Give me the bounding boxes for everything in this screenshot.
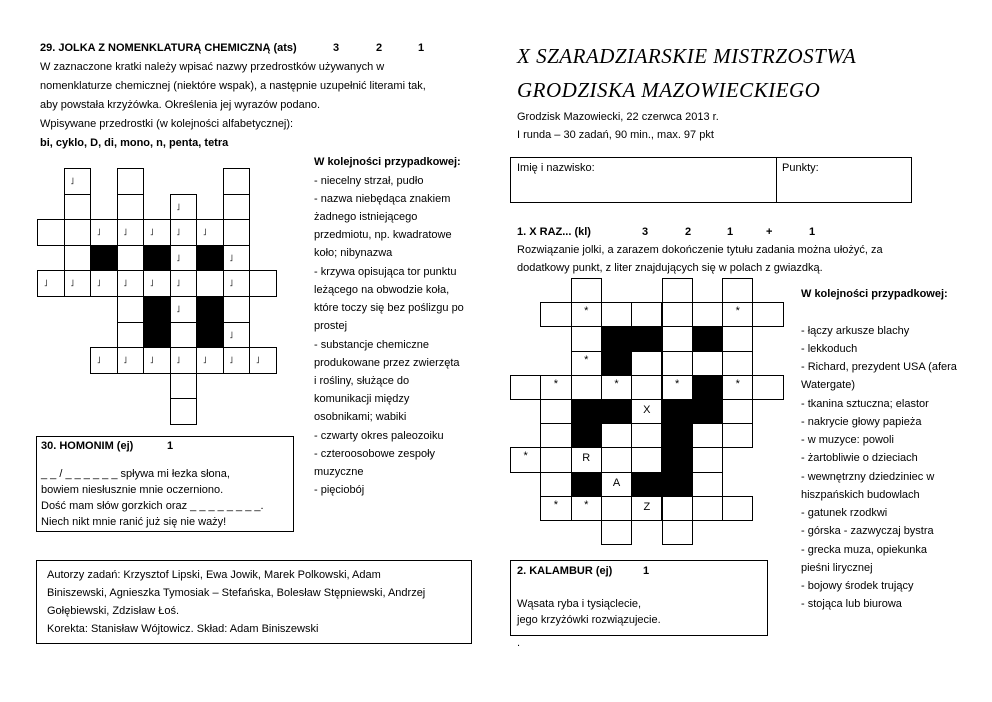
clue-line: - wewnętrzny dziedziniec w [801, 471, 935, 483]
clue-line: - substancje chemiczne [314, 339, 429, 351]
grid-cell-star[interactable] [662, 375, 693, 400]
grid-cell-black [196, 296, 224, 323]
grid-cell[interactable] [170, 219, 198, 246]
clue-line: które toczy się bez poślizgu po [314, 302, 464, 314]
corner-mark: ˩ [150, 227, 154, 238]
round-info: I runda – 30 zadań, 90 min., max. 97 pkt [517, 129, 714, 141]
grid-cell[interactable] [37, 270, 65, 297]
star-mark: * [523, 450, 528, 463]
grid-cell[interactable] [631, 399, 662, 424]
clue-line: - krzywa opisująca tor punktu [314, 266, 457, 278]
grid-cell[interactable] [117, 219, 145, 246]
star-mark: * [584, 353, 589, 366]
puzzle2-line: Wąsata ryba i tysiąclecie, [517, 598, 642, 610]
corner-mark: ˩ [70, 278, 74, 289]
grid-cell-star[interactable] [571, 496, 602, 521]
puzzle30-points: 1 [167, 440, 174, 452]
grid-cell[interactable] [662, 351, 693, 376]
grid-cell[interactable] [722, 399, 753, 424]
grid-cell[interactable] [692, 472, 723, 497]
clue-line: - tkanina sztuczna; elastor [801, 398, 929, 410]
authors-line: Korekta: Stanisław Wójtowicz. Skład: Adam Biniszewski [47, 623, 319, 635]
puzzle29-points-2: 2 [376, 42, 383, 54]
corner-mark: ˩ [123, 278, 127, 289]
grid-cell[interactable] [631, 375, 662, 400]
grid-cell-black [143, 245, 171, 272]
grid-cell-black [601, 326, 632, 351]
grid-cell-black [143, 296, 171, 323]
grid-cell[interactable] [662, 520, 693, 545]
grid-cell-star[interactable] [571, 351, 602, 376]
grid-cell[interactable] [601, 302, 632, 327]
main-title-line1: X SZARADZIARSKIE MISTRZOSTWA [517, 44, 857, 68]
corner-mark: ˩ [229, 252, 233, 263]
grid-cell[interactable] [223, 270, 251, 297]
grid-cell[interactable] [170, 373, 198, 400]
grid-cell[interactable] [540, 302, 571, 327]
grid-cell[interactable] [692, 496, 723, 521]
grid-cell[interactable] [752, 302, 783, 327]
grid-cell-black [662, 447, 693, 472]
given-letter: A [612, 476, 621, 489]
grid-cell-black [692, 326, 723, 351]
puzzle30-header: 30. HOMONIM (ej) [41, 440, 134, 452]
corner-mark: ˩ [176, 227, 180, 238]
grid-cell-black [692, 375, 723, 400]
grid-cell[interactable] [223, 168, 251, 195]
puzzle29-desc-line: W zaznaczone kratki należy wpisać nazwy przedrostków używanych w [40, 61, 385, 73]
grid-cell[interactable] [722, 278, 753, 303]
puzzle1-desc-line: dodatkowy punkt, z liter znajdujących się w polach z gwiazdką. [517, 262, 823, 274]
grid-cell[interactable] [223, 296, 251, 323]
grid-cell[interactable] [601, 520, 632, 545]
grid-cell-black [143, 322, 171, 349]
grid-cell[interactable] [540, 423, 571, 448]
corner-mark: ˩ [229, 329, 233, 340]
grid-cell[interactable] [170, 398, 198, 425]
corner-mark: ˩ [44, 278, 48, 289]
corner-mark: ˩ [176, 252, 180, 263]
corner-mark: ˩ [150, 355, 154, 366]
grid-cell[interactable] [170, 347, 198, 374]
star-mark: * [584, 305, 589, 318]
grid-cell[interactable] [90, 347, 118, 374]
grid-cell-star[interactable] [722, 375, 753, 400]
clue-line: - stojąca lub biurowa [801, 598, 902, 610]
grid-cell[interactable] [170, 322, 198, 349]
grid-cell[interactable] [196, 347, 224, 374]
corner-mark: ˩ [229, 355, 233, 366]
puzzle2-header: 2. KALAMBUR (ej) [517, 565, 613, 577]
grid-cell[interactable] [601, 423, 632, 448]
clue-line: produkowane przez zwierzęta [314, 357, 460, 369]
corner-mark: ˩ [176, 278, 180, 289]
grid-cell[interactable] [692, 302, 723, 327]
grid-cell[interactable] [64, 194, 92, 221]
puzzle29-points-1: 1 [418, 42, 425, 54]
grid-cell[interactable] [64, 219, 92, 246]
grid-cell-star[interactable] [540, 375, 571, 400]
grid-cell[interactable] [223, 194, 251, 221]
star-mark: * [584, 498, 589, 511]
clue-line: osobnikami; wabiki [314, 411, 407, 423]
grid-cell[interactable] [692, 423, 723, 448]
clue-line: muzyczne [314, 466, 364, 478]
grid-cell[interactable] [631, 447, 662, 472]
clue-line: i rośliny, służące do [314, 375, 410, 387]
grid-cell[interactable] [117, 347, 145, 374]
corner-mark: ˩ [97, 355, 101, 366]
grid-cell[interactable] [571, 326, 602, 351]
grid-cell[interactable] [117, 245, 145, 272]
grid-cell-black [662, 423, 693, 448]
puzzle29-points-3: 3 [333, 42, 340, 54]
puzzle1-points: 1 [727, 226, 734, 238]
clue-line: - czteroosobowe zespoły [314, 448, 436, 460]
clue-line: hiszpańskich budowlach [801, 489, 920, 501]
clue-line: - czwarty okres paleozoiku [314, 430, 444, 442]
grid-cell[interactable] [722, 351, 753, 376]
puzzle29-desc-line: nomenklaturze chemicznej (niektóre wspak), a następnie uzupełnić literami tak, [40, 80, 426, 92]
grid-cell-black [601, 351, 632, 376]
corner-mark: ˩ [176, 355, 180, 366]
grid-cell-star[interactable] [722, 302, 753, 327]
grid-cell[interactable] [631, 496, 662, 521]
authors-line: Autorzy zadań: Krzysztof Lipski, Ewa Jowik, Marek Polkowski, Adam [47, 569, 381, 581]
main-title-line2: GRODZISKA MAZOWIECKIEGO [517, 78, 821, 102]
puzzle29-header: 29. JOLKA Z NOMENKLATURĄ CHEMICZNĄ (ats) [40, 42, 297, 54]
grid-cell[interactable] [143, 347, 171, 374]
points-label: Punkty: [782, 162, 819, 174]
grid-cell[interactable] [692, 447, 723, 472]
puzzle29-clues-header: W kolejności przypadkowej: [314, 156, 461, 168]
grid-cell-black [571, 423, 602, 448]
grid-cell[interactable] [540, 472, 571, 497]
grid-cell[interactable] [223, 322, 251, 349]
grid-cell[interactable] [722, 326, 753, 351]
clue-line: - grecka muza, opiekunka [801, 544, 927, 556]
star-mark: * [675, 377, 680, 390]
puzzle2-line: jego krzyżówki rozwiązujecie. [517, 614, 661, 626]
corner-mark: ˩ [229, 278, 233, 289]
grid-cell[interactable] [571, 447, 602, 472]
corner-mark: ˩ [123, 227, 127, 238]
corner-mark: ˩ [123, 355, 127, 366]
clue-line: - nakrycie głowy papieża [801, 416, 922, 428]
grid-cell[interactable] [223, 347, 251, 374]
grid-cell[interactable] [631, 351, 662, 376]
grid-cell-black [90, 245, 118, 272]
corner-mark: ˩ [203, 227, 207, 238]
grid-cell-star[interactable] [571, 302, 602, 327]
grid-cell[interactable] [143, 270, 171, 297]
clue-line: - w muzyce: powoli [801, 434, 894, 446]
grid-cell[interactable] [662, 302, 693, 327]
clue-line: żadnego istniejącego [314, 211, 418, 223]
puzzle30-box [36, 436, 294, 532]
authors-line: Biniszewski, Agnieszka Tymosiak – Stefańska, Bolesław Stępniewski, Andrzej [47, 587, 426, 599]
clue-line: - pięciobój [314, 484, 365, 496]
grid-cell[interactable] [601, 496, 632, 521]
grid-cell-star[interactable] [510, 447, 541, 472]
corner-mark: ˩ [150, 278, 154, 289]
grid-cell[interactable] [170, 245, 198, 272]
puzzle1-desc-line: Rozwiązanie jolki, a zarazem dokończenie tytułu zadania można ułożyć, za [517, 244, 883, 256]
clue-line: - niecelny strzał, pudło [314, 175, 424, 187]
grid-cell-black [601, 399, 632, 424]
corner-mark: ˩ [176, 304, 180, 314]
given-letter: X [643, 404, 651, 416]
corner-mark: ˩ [203, 355, 207, 366]
grid-cell[interactable] [170, 270, 198, 297]
puzzle29-desc-line: Wpisywane przedrostki (w kolejności alfabetycznej): [40, 118, 294, 130]
grid-cell-black [571, 399, 602, 424]
clue-line: leżącego na obwodzie koła, [314, 284, 450, 296]
grid-cell[interactable] [249, 347, 277, 374]
clue-line: komunikacji między [314, 393, 410, 405]
clue-line: - lekkoduch [801, 343, 858, 355]
clue-line: - łączy arkusze blachy [801, 325, 910, 337]
grid-cell[interactable] [170, 296, 198, 323]
clue-line: - nazwa niebędąca znakiem [314, 193, 451, 205]
grid-cell[interactable] [662, 496, 693, 521]
corner-mark: ˩ [70, 176, 74, 186]
clue-line: - żartobliwie o dzieciach [801, 452, 918, 464]
star-mark: * [735, 377, 740, 390]
clue-line: przedmiotu, np. kwadratowe [314, 229, 452, 241]
place-date: Grodzisk Mazowiecki, 22 czerwca 2013 r. [517, 111, 719, 123]
puzzle30-line: Dość mam słów gorzkich oraz _ _ _ _ _ _ _ _. [41, 500, 264, 512]
corner-mark: ˩ [97, 227, 101, 238]
grid-cell[interactable] [64, 168, 92, 195]
grid-cell[interactable] [37, 219, 65, 246]
grid-cell[interactable] [223, 219, 251, 246]
grid-cell[interactable] [662, 326, 693, 351]
grid-cell[interactable] [510, 375, 541, 400]
grid-cell[interactable] [722, 423, 753, 448]
authors-line: Gołębiewski, Zdzisław Łoś. [47, 605, 180, 617]
grid-cell[interactable] [143, 219, 171, 246]
given-letter: Z [643, 500, 651, 513]
grid-cell[interactable] [601, 472, 632, 497]
grid-cell[interactable] [631, 302, 662, 327]
corner-mark: ˩ [256, 355, 260, 366]
grid-cell-black [662, 399, 693, 424]
clue-line: - górska - zazwyczaj bystra [801, 525, 934, 537]
clue-line: prostej [314, 320, 348, 332]
puzzle1-clues-header: W kolejności przypadkowej: [801, 288, 948, 300]
name-label: Imię i nazwisko: [517, 162, 595, 174]
grid-cell[interactable] [249, 270, 277, 297]
grid-cell[interactable] [90, 270, 118, 297]
grid-cell[interactable] [196, 270, 224, 297]
grid-cell[interactable] [692, 351, 723, 376]
grid-cell-black [631, 326, 662, 351]
grid-cell[interactable] [90, 219, 118, 246]
grid-cell[interactable] [752, 375, 783, 400]
puzzle1-header: 1. X RAZ... (kl) [517, 226, 591, 238]
star-mark: * [735, 305, 740, 318]
puzzle29-prefixes: bi, cyklo, D, di, mono, n, penta, tetra [40, 137, 229, 149]
grid-cell[interactable] [117, 194, 145, 221]
puzzle1-points: + [766, 226, 773, 238]
grid-cell[interactable] [196, 219, 224, 246]
corner-mark: ˩ [97, 278, 101, 289]
grid-cell[interactable] [722, 496, 753, 521]
clue-line: - gatunek rzodkwi [801, 507, 888, 519]
puzzle1-points: 3 [642, 226, 649, 238]
puzzle30-line: bowiem niesłusznie mnie oczerniono. [41, 484, 224, 496]
grid-cell[interactable] [223, 245, 251, 272]
corner-mark: ˩ [176, 201, 180, 212]
clue-line: Watergate) [801, 379, 856, 391]
grid-cell[interactable] [571, 278, 602, 303]
grid-cell-black [571, 472, 602, 497]
form-divider [776, 158, 777, 202]
authors-box [36, 560, 472, 644]
clue-line: - Richard, prezydent USA (afera [801, 361, 957, 373]
puzzle2-box [510, 560, 768, 636]
grid-cell[interactable] [117, 270, 145, 297]
puzzle1-points: 1 [809, 226, 816, 238]
grid-cell-star[interactable] [601, 375, 632, 400]
star-mark: * [614, 377, 619, 390]
grid-cell[interactable] [662, 278, 693, 303]
puzzle30-line: _ _ / _ _ _ _ _ _ spływa mi łezka słona, [41, 468, 230, 480]
grid-cell[interactable] [540, 447, 571, 472]
grid-cell-black [662, 472, 693, 497]
star-mark: * [553, 377, 559, 390]
grid-cell[interactable] [571, 375, 602, 400]
puzzle2-points: 1 [643, 565, 650, 577]
grid-cell[interactable] [117, 296, 145, 323]
puzzle29-desc-line: aby powstała krzyżówka. Określenia jej wyrazów podano. [40, 99, 321, 111]
grid-cell-black [196, 322, 224, 349]
star-mark: * [553, 498, 559, 511]
grid-cell[interactable] [64, 270, 92, 297]
clue-line: - bojowy środek trujący [801, 580, 914, 592]
grid-cell[interactable] [631, 423, 662, 448]
grid-cell[interactable] [117, 322, 145, 349]
grid-cell[interactable] [170, 194, 198, 221]
clue-line: pieśni lirycznej [801, 562, 873, 574]
grid-cell-black [196, 245, 224, 272]
puzzle1-points: 2 [685, 226, 692, 238]
trailing-dot: . [517, 637, 521, 649]
name-points-form [510, 157, 912, 203]
given-letter: R [582, 452, 591, 465]
grid-cell-black [631, 472, 662, 497]
grid-cell[interactable] [601, 447, 632, 472]
grid-cell-black [692, 399, 723, 424]
grid-cell[interactable] [64, 245, 92, 272]
grid-cell-star[interactable] [540, 496, 571, 521]
clue-line: koło; nibynazwa [314, 247, 393, 259]
puzzle30-line: Niech nikt mnie ranić już się nie waży! [41, 516, 227, 528]
grid-cell[interactable] [540, 399, 571, 424]
grid-cell[interactable] [117, 168, 145, 195]
